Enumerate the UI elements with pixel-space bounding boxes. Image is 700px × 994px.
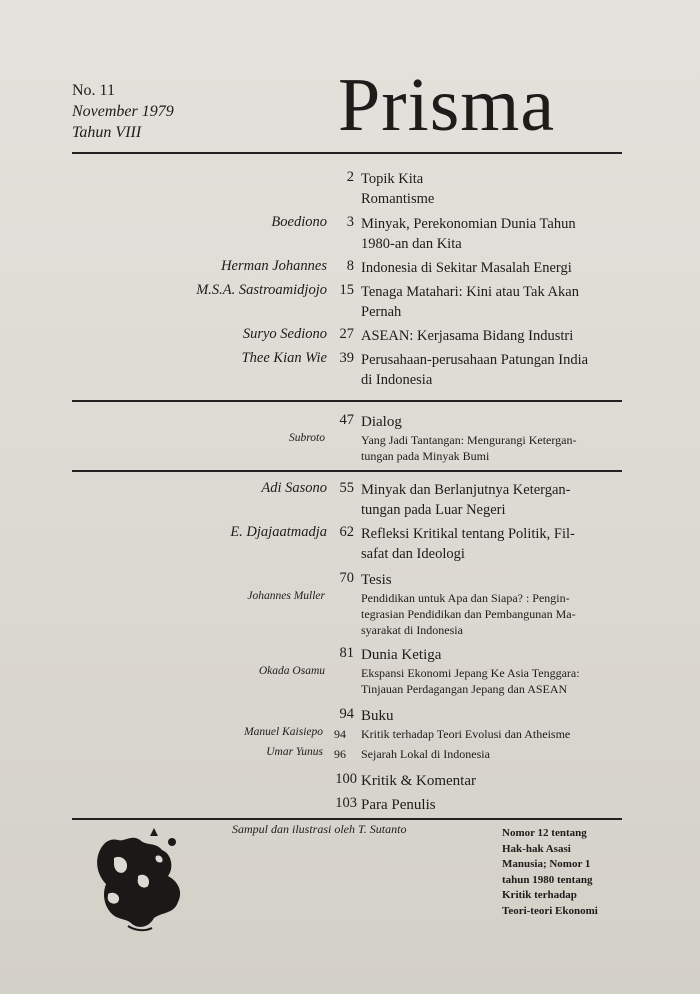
buku-item-title: Sejarah Lokal di Indonesia xyxy=(361,747,490,761)
toc-title-line: Romantisme xyxy=(361,191,435,207)
toc-page: 2 xyxy=(346,169,354,185)
dunia-title-line: Ekspansi Ekonomi Jepang Ke Asia Tenggara: xyxy=(361,666,580,680)
next-issue-line: Kritik terhadap xyxy=(502,889,577,901)
toc-page: 3 xyxy=(346,214,354,230)
next-issue-note xyxy=(502,826,598,919)
dialog-title-line: Yang Jadi Tantangan: Mengurangi Ketergan- xyxy=(361,433,577,447)
toc-title-line: Perusahaan-perusahaan Patungan India xyxy=(361,352,589,368)
toc-page: 15 xyxy=(339,282,354,298)
tesis-title xyxy=(361,590,576,638)
toc-author: Herman Johannes xyxy=(221,258,327,274)
cover-illustration xyxy=(88,828,188,933)
dialog-author: Subroto xyxy=(289,432,325,444)
kritik-section-title: Kritik & Komentar xyxy=(361,773,476,789)
next-issue-line: Hak-hak Asasi xyxy=(502,842,571,855)
buku-section-title: Buku xyxy=(361,708,394,724)
tesis-title-line: Pendidikan untuk Apa dan Siapa? : Pengin- xyxy=(361,591,570,605)
toc-title xyxy=(361,282,579,322)
dialog-page: 47 xyxy=(339,412,354,428)
toc-title xyxy=(361,326,573,346)
toc-title xyxy=(361,258,572,278)
toc-page: 27 xyxy=(339,326,354,342)
toc-page: 39 xyxy=(339,350,354,366)
toc-title-line: Tenaga Matahari: Kini atau Tak Akan xyxy=(361,284,579,300)
next-issue-line: Nomor 12 tentang xyxy=(502,827,587,839)
article-title-line: Refleksi Kritikal tentang Politik, Fil- xyxy=(361,526,575,542)
dialog-title-line: tungan pada Minyak Bumi xyxy=(361,449,490,463)
dunia-section-title: Dunia Ketiga xyxy=(361,647,442,663)
next-issue-line: Teori-teori Ekonomi xyxy=(502,904,598,917)
toc-title-line: Topik Kita xyxy=(361,171,424,187)
penulis-page: 103 xyxy=(335,795,357,811)
dunia-page: 81 xyxy=(339,645,354,661)
tesis-section-title: Tesis xyxy=(361,572,392,588)
article-title-line: safat dan Ideologi xyxy=(361,546,465,562)
article-page: 62 xyxy=(339,524,354,540)
toc-author: Thee Kian Wie xyxy=(241,350,327,366)
toc-title-line: di Indonesia xyxy=(361,372,433,388)
buku-item-title: Kritik terhadap Teori Evolusi dan Atheisme xyxy=(361,727,571,741)
buku-page: 94 xyxy=(339,706,354,722)
tesis-title-line: tegrasian Pendidikan dan Pembangunan Ma- xyxy=(361,607,576,621)
article-title xyxy=(361,524,575,564)
buku-item-page: 96 xyxy=(334,747,346,761)
tesis-author: Johannes Muller xyxy=(247,590,325,602)
toc-title xyxy=(361,214,576,254)
toc-page: 8 xyxy=(346,258,354,274)
footer-rule xyxy=(72,818,622,820)
cover-credit: Sampul dan ilustrasi oleh T. Sutanto xyxy=(232,822,407,836)
section-rule xyxy=(72,470,622,472)
toc-title xyxy=(361,169,434,209)
toc-author: Suryo Sediono xyxy=(242,326,327,342)
next-issue-line: Manusia; Nomor 1 xyxy=(502,858,591,870)
tesis-page: 70 xyxy=(339,570,354,586)
buku-author: Manuel Kaisiepo xyxy=(244,726,323,738)
article-title xyxy=(361,480,571,520)
dialog-section-title: Dialog xyxy=(361,414,402,430)
penulis-section-title: Para Penulis xyxy=(361,797,436,813)
dunia-title-line: Tinjauan Perdagangan Jepang dan ASEAN xyxy=(361,682,568,696)
header-rule xyxy=(72,152,622,154)
article-author: E. Djajaatmadja xyxy=(230,524,327,540)
dialog-title xyxy=(361,432,576,464)
issue-info xyxy=(72,80,174,143)
issue-volume: Tahun VIII xyxy=(72,124,142,141)
toc-title-line: Indonesia di Sekitar Masalah Energi xyxy=(361,260,572,276)
issue-number: No. 11 xyxy=(72,82,115,99)
buku-author: Umar Yunus xyxy=(266,746,323,758)
toc-author: M.S.A. Sastroamidjojo xyxy=(196,282,327,298)
dunia-title xyxy=(361,665,580,697)
article-title-line: Minyak dan Berlanjutnya Ketergan- xyxy=(361,482,571,498)
tesis-title-line: syarakat di Indonesia xyxy=(361,623,463,637)
section-rule xyxy=(72,400,622,402)
article-author: Adi Sasono xyxy=(261,480,327,496)
kritik-page: 100 xyxy=(335,771,357,787)
toc-title-line: Pernah xyxy=(361,304,402,320)
toc-title xyxy=(361,350,588,390)
dunia-author: Okada Osamu xyxy=(258,665,325,677)
magazine-title: Prisma xyxy=(338,63,556,147)
next-issue-line: tahun 1980 tentang xyxy=(502,873,593,886)
article-page: 55 xyxy=(339,480,354,496)
toc-title-line: 1980-an dan Kita xyxy=(361,236,462,252)
toc-title-line: ASEAN: Kerjasama Bidang Industri xyxy=(361,328,574,344)
issue-date: November 1979 xyxy=(72,103,174,120)
toc-author: Boediono xyxy=(271,214,327,230)
article-title-line: tungan pada Luar Negeri xyxy=(361,502,506,518)
toc-title-line: Minyak, Perekonomian Dunia Tahun xyxy=(361,216,576,232)
buku-item-page: 94 xyxy=(334,727,346,741)
